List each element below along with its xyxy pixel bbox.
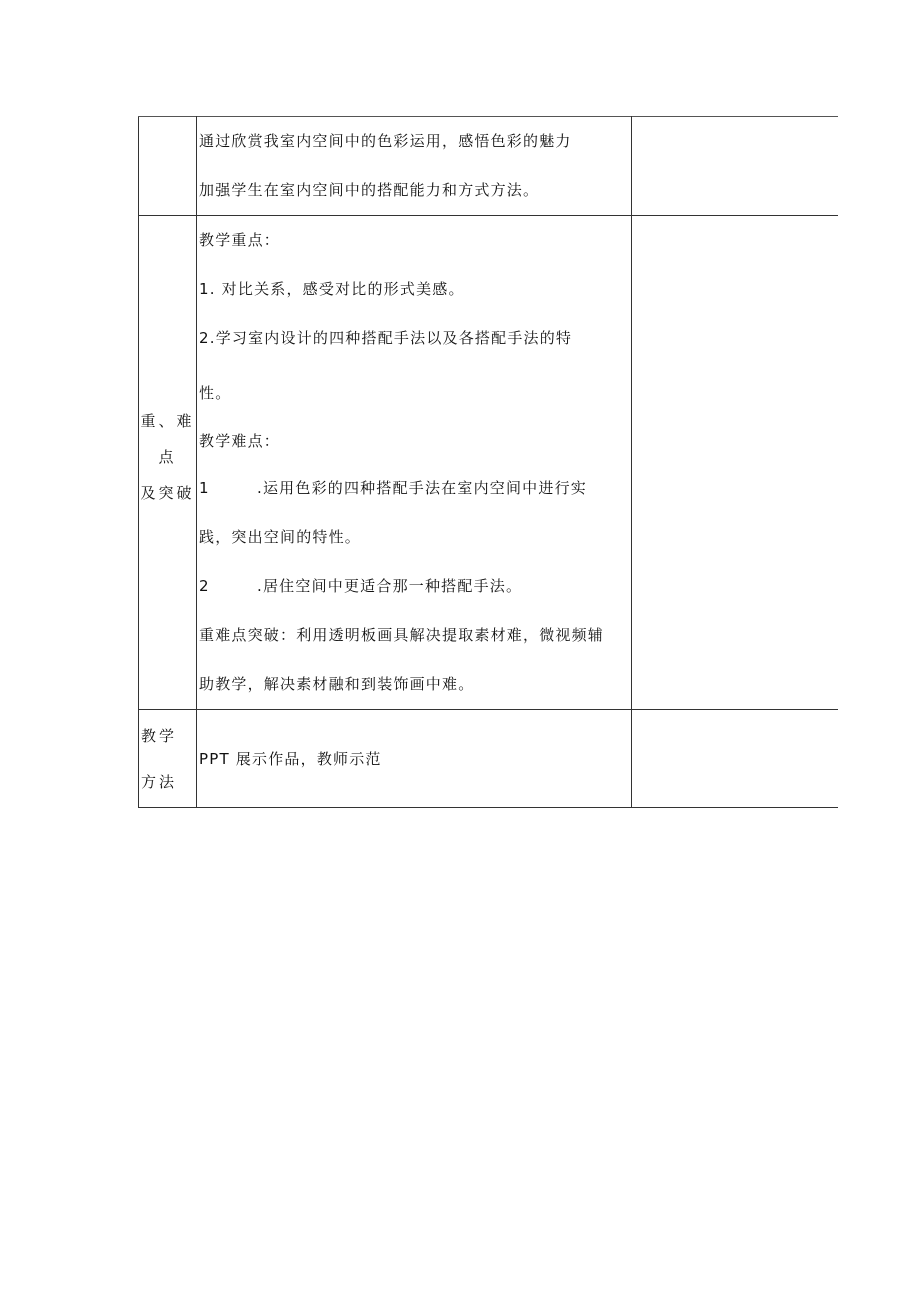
row-label (139, 710, 197, 808)
item-number: 1 (199, 479, 210, 497)
notes-cell (632, 117, 838, 216)
label-line: 教学 (141, 726, 178, 745)
content-line: 重难点突破：利用透明板画具解决提取素材难，微视频辅 (199, 626, 605, 644)
numbered-line (197, 562, 631, 611)
item-number: 2 (199, 577, 210, 595)
row-label (139, 117, 197, 216)
table-row (139, 117, 838, 216)
row-content (197, 710, 632, 808)
content-line: 加强学生在室内空间中的搭配能力和方式方法。 (199, 181, 540, 199)
label-line: 点 (158, 447, 177, 466)
row-content (197, 117, 632, 216)
label-line: 重、难 (140, 411, 195, 430)
label-line: 方法 (141, 772, 178, 791)
numbered-line (197, 513, 631, 562)
numbered-line (197, 464, 631, 513)
content-line: 助教学，解决素材融和到装饰画中难。 (199, 675, 475, 693)
item-text: .运用色彩的四种搭配手法在室内空间中进行实 (257, 479, 587, 497)
item-text: 践，突出空间的特性。 (199, 528, 362, 546)
lesson-plan-table (138, 116, 838, 808)
content-line: 2.学习室内设计的四种搭配手法以及各搭配手法的特 (199, 329, 573, 347)
table-row (139, 710, 838, 808)
notes-cell (632, 216, 838, 710)
content-line: 1. 对比关系，感受对比的形式美感。 (199, 280, 465, 298)
content-line: 教学重点： (199, 231, 281, 249)
label-line: 及突破 (140, 483, 195, 502)
notes-cell (632, 710, 838, 808)
row-label (139, 216, 197, 710)
content-line: 性。 (199, 384, 232, 402)
table-row (139, 216, 838, 710)
content-line: PPT 展示作品，教师示范 (199, 749, 382, 768)
item-text: .居住空间中更适合那一种搭配手法。 (257, 577, 523, 595)
row-content (197, 216, 632, 710)
content-line: 通过欣赏我室内空间中的色彩运用，感悟色彩的魅力 (199, 132, 572, 150)
content-line: 教学难点： (199, 432, 281, 450)
